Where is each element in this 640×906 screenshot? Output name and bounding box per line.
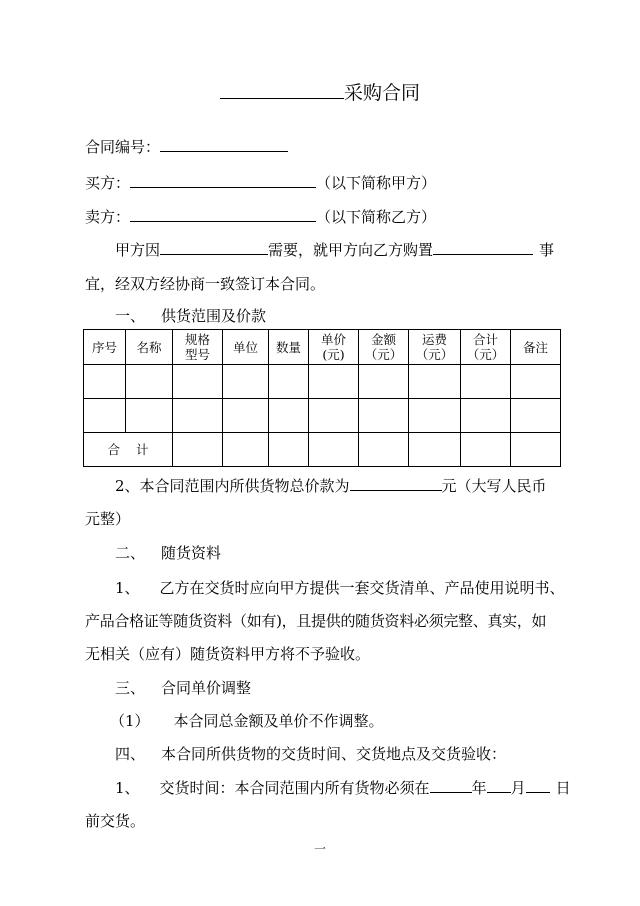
seller-blank xyxy=(130,207,316,222)
intro-line-1 xyxy=(115,239,554,260)
day-label: 日 xyxy=(555,779,571,797)
day-blank xyxy=(526,778,550,793)
section-4-number: 四、 xyxy=(115,745,146,763)
section-3-heading xyxy=(115,677,251,698)
document-title xyxy=(0,78,640,105)
title-blank xyxy=(220,84,344,99)
section-4-heading xyxy=(115,743,506,764)
clause-3-1-line xyxy=(110,710,384,731)
section-1-title: 供货范围及价款 xyxy=(161,307,267,325)
header-cell: 合计 （元） xyxy=(461,330,511,365)
header-cell: 单位 xyxy=(223,330,269,365)
month-blank xyxy=(487,778,511,793)
seller-line xyxy=(85,206,436,227)
clause-4-1-line-2: 前交货。 xyxy=(85,812,146,830)
clause-4-1-text: 交货时间：本合同范围内所有货物必须在 xyxy=(159,779,430,797)
intro-part1: 甲方因 xyxy=(115,241,161,259)
clause-3-1-number: （1） xyxy=(110,712,150,730)
header-cell: 序号 xyxy=(84,330,126,365)
clause-1-2-part1: 2、本合同范围内所供货物总价款为 xyxy=(115,477,350,495)
table-row xyxy=(84,365,561,399)
intro-line-2: 宜，经双方经协商一致签订本合同。 xyxy=(85,275,326,293)
header-cell: 金额 （元） xyxy=(359,330,409,365)
total-price-blank xyxy=(350,476,442,491)
clause-2-1-line-3: 无相关（应有）随货资料甲方将不予验收。 xyxy=(85,645,371,663)
clause-3-1-text: 本合同总金额及单价不作调整。 xyxy=(173,712,384,730)
intro-part2: 需要，就甲方向乙方购置 xyxy=(268,241,434,259)
section-1-heading xyxy=(115,305,266,326)
table-row xyxy=(84,399,561,433)
section-1-number: 一、 xyxy=(115,307,146,325)
section-2-heading xyxy=(115,542,221,563)
title-text: 采购合同 xyxy=(343,82,420,104)
header-cell: 单价 (元) xyxy=(309,330,359,365)
page-number: 一 xyxy=(313,842,326,856)
header-cell: 备注 xyxy=(511,330,561,365)
header-cell: 数量 xyxy=(269,330,309,365)
seller-note: （以下简称乙方） xyxy=(316,208,437,226)
intro-blank-1 xyxy=(160,240,268,255)
clause-2-1-text: 乙方在交货时应向甲方提供一套交货清单、产品使用说明书、 xyxy=(159,579,565,597)
year-blank xyxy=(430,778,472,793)
section-2-number: 二、 xyxy=(115,544,146,562)
table-header-row xyxy=(84,330,561,365)
buyer-blank xyxy=(130,173,316,188)
clause-1-2-line-2: 元整） xyxy=(85,510,131,528)
section-2-title: 随货资料 xyxy=(161,544,222,562)
section-4-title: 本合同所供货物的交货时间、交货地点及交货验收： xyxy=(161,745,507,763)
clause-1-2-line-1 xyxy=(115,475,547,496)
clause-2-1-line-2: 产品合格证等随货资料（如有)，且提供的随货资料必须完整、真实，如 xyxy=(85,612,547,630)
contract-number-blank xyxy=(160,137,288,152)
month-label: 月 xyxy=(510,779,526,797)
header-cell: 名称 xyxy=(126,330,173,365)
clause-2-1-line-1 xyxy=(115,577,565,598)
total-label: 合 计 xyxy=(84,433,173,467)
clause-1-2-part2: 元（大写人民币 xyxy=(441,477,547,495)
header-cell: 规格 型号 xyxy=(173,330,223,365)
clause-4-1-number: 1、 xyxy=(115,779,140,797)
clause-2-1-number: 1、 xyxy=(115,579,140,597)
buyer-line xyxy=(85,172,436,193)
intro-part3: 事 xyxy=(539,241,555,259)
seller-label: 卖方： xyxy=(85,208,131,226)
contract-number-label: 合同编号： xyxy=(85,138,161,156)
clause-4-1-line-1 xyxy=(115,777,571,798)
contract-number-line xyxy=(85,136,288,157)
buyer-note: （以下简称甲方） xyxy=(316,174,437,192)
header-cell: 运费 （元） xyxy=(409,330,461,365)
section-3-title: 合同单价调整 xyxy=(161,679,252,697)
intro-blank-2 xyxy=(433,240,533,255)
section-3-number: 三、 xyxy=(115,679,146,697)
year-label: 年 xyxy=(471,779,487,797)
table-total-row xyxy=(84,433,561,467)
buyer-label: 买方： xyxy=(85,174,131,192)
goods-table xyxy=(83,329,561,467)
